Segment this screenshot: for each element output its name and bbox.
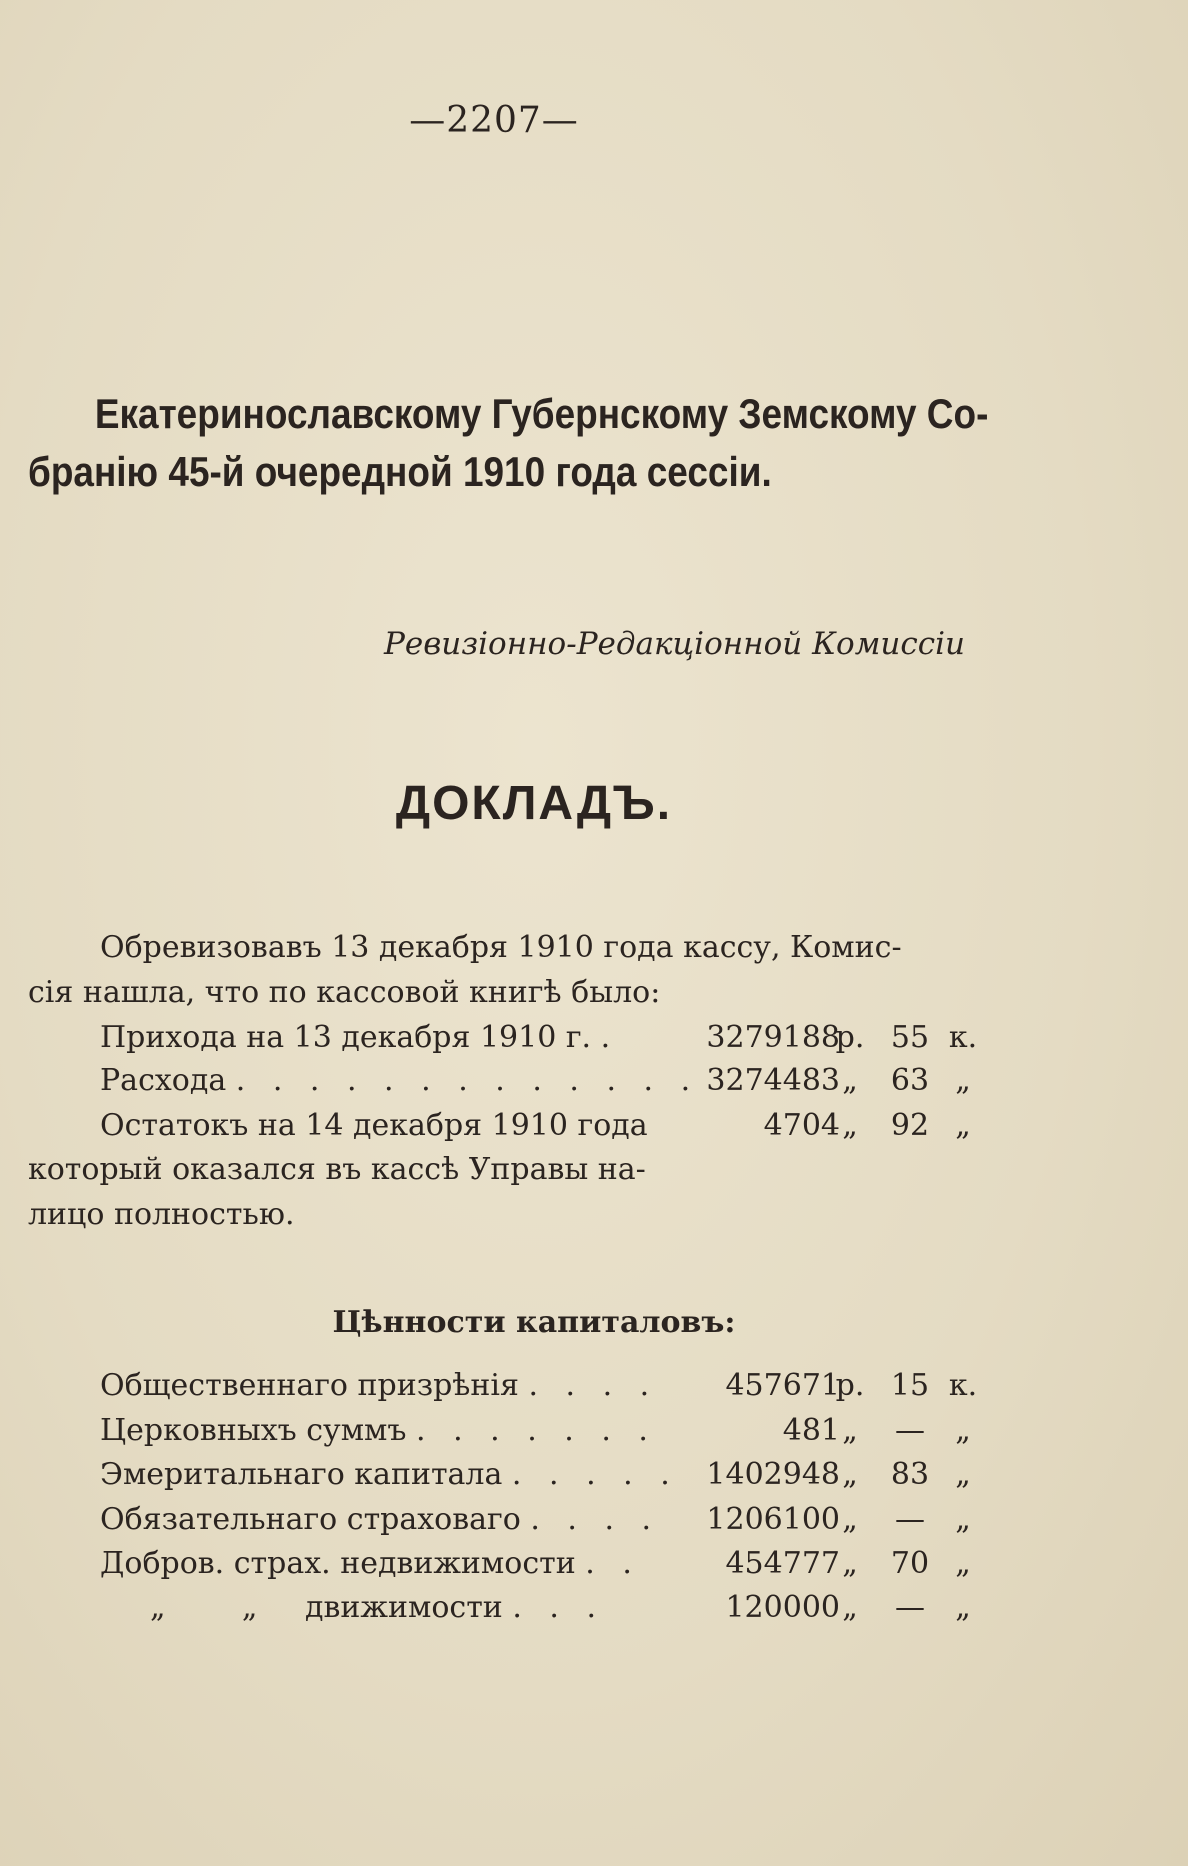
capital-row-unit-2: „ xyxy=(955,1546,971,1581)
cash-row xyxy=(100,1063,980,1103)
capital-row xyxy=(100,1413,980,1453)
cash-row-label: Остатокъ на 14 декабря 1910 года xyxy=(100,1108,648,1143)
cash-row-unit-2: „ xyxy=(955,1063,971,1098)
intro-line-2: сія нашла, что по кассовой книгѣ было: xyxy=(28,975,661,1010)
report-heading: ДОКЛАДЪ. xyxy=(395,777,673,830)
cash-row-unit: „ xyxy=(842,1063,858,1098)
capital-row xyxy=(100,1502,980,1542)
capital-row xyxy=(100,1590,980,1630)
title-line-1: Екатеринославскому Губернскому Земскому Со- xyxy=(94,390,989,437)
capital-row-unit: „ xyxy=(842,1502,858,1537)
capital-row xyxy=(100,1546,980,1586)
commission-subtitle: Ревизіонно-Редакціонной Комиссіи xyxy=(384,626,965,662)
capital-row-label: Эмеритальнаго капитала . . . . . xyxy=(100,1457,679,1492)
cash-row xyxy=(100,1020,980,1060)
cash-row-label: Расхода . . . . . . . . . . . . . xyxy=(100,1063,700,1098)
cash-row-kopecks: 55 xyxy=(890,1020,930,1055)
cash-row-unit-2: „ xyxy=(955,1108,971,1143)
capital-row-unit-2: к. xyxy=(948,1368,978,1403)
cash-row-unit: „ xyxy=(842,1108,858,1143)
capital-row xyxy=(100,1368,980,1408)
capital-row-label: „ „ движимости . . . xyxy=(150,1590,606,1625)
capital-row-unit: „ xyxy=(842,1590,858,1625)
capital-section-heading: Цѣнности капиталовъ: xyxy=(332,1305,736,1340)
cash-row-kopecks: 63 xyxy=(890,1063,930,1098)
cash-row-label: Прихода на 13 декабря 1910 г. . xyxy=(100,1020,620,1055)
capital-row-label: Добров. страх. недвижимости . . xyxy=(100,1546,641,1581)
cash-row-amount: 3279188 xyxy=(706,1020,840,1055)
capital-row xyxy=(100,1457,980,1497)
capital-row-kopecks: — xyxy=(895,1502,925,1537)
capital-row-amount: 1206100 xyxy=(706,1502,840,1537)
capital-row-unit: „ xyxy=(842,1457,858,1492)
intro-line-1: Обревизовавъ 13 декабря 1910 года кассу, Комис- xyxy=(100,930,902,965)
page-number: —2207— xyxy=(409,100,579,141)
capital-row-amount: 481 xyxy=(782,1413,840,1448)
title-line-2: бранію 45-й очередной 1910 года сессіи. xyxy=(28,448,772,495)
capital-row-amount: 457671 xyxy=(725,1368,840,1403)
capital-row-kopecks: 83 xyxy=(890,1457,930,1492)
outro-line-1: который оказался въ кассѣ Управы на- xyxy=(28,1152,646,1187)
capital-row-kopecks: — xyxy=(895,1413,925,1448)
capital-row-unit: „ xyxy=(842,1546,858,1581)
capital-row-unit-2: „ xyxy=(955,1457,971,1492)
capital-row-amount: 1402948 xyxy=(706,1457,840,1492)
capital-row-kopecks: 70 xyxy=(890,1546,930,1581)
cash-row-unit: р. xyxy=(835,1020,865,1055)
cash-row-kopecks: 92 xyxy=(890,1108,930,1143)
capital-row-amount: 454777 xyxy=(725,1546,840,1581)
capital-row-amount: 120000 xyxy=(725,1590,840,1625)
cash-row-unit-2: к. xyxy=(948,1020,978,1055)
capital-row-kopecks: — xyxy=(895,1590,925,1625)
outro-line-2: лицо полностью. xyxy=(28,1197,295,1232)
capital-row-label: Обязательнаго страховаго . . . . xyxy=(100,1502,661,1537)
document-title xyxy=(28,385,989,501)
capital-row-kopecks: 15 xyxy=(890,1368,930,1403)
cash-row-amount: 4704 xyxy=(763,1108,840,1143)
capital-row-unit-2: „ xyxy=(955,1413,971,1448)
capital-row-unit: р. xyxy=(835,1368,865,1403)
capital-row-unit-2: „ xyxy=(955,1590,971,1625)
capital-row-label: Церковныхъ суммъ . . . . . . . xyxy=(100,1413,657,1448)
capital-row-unit: „ xyxy=(842,1413,858,1448)
capital-row-unit-2: „ xyxy=(955,1502,971,1537)
cash-row-amount: 3274483 xyxy=(706,1063,840,1098)
capital-row-label: Общественнаго призрѣнія . . . . xyxy=(100,1368,659,1403)
cash-row xyxy=(100,1108,980,1148)
